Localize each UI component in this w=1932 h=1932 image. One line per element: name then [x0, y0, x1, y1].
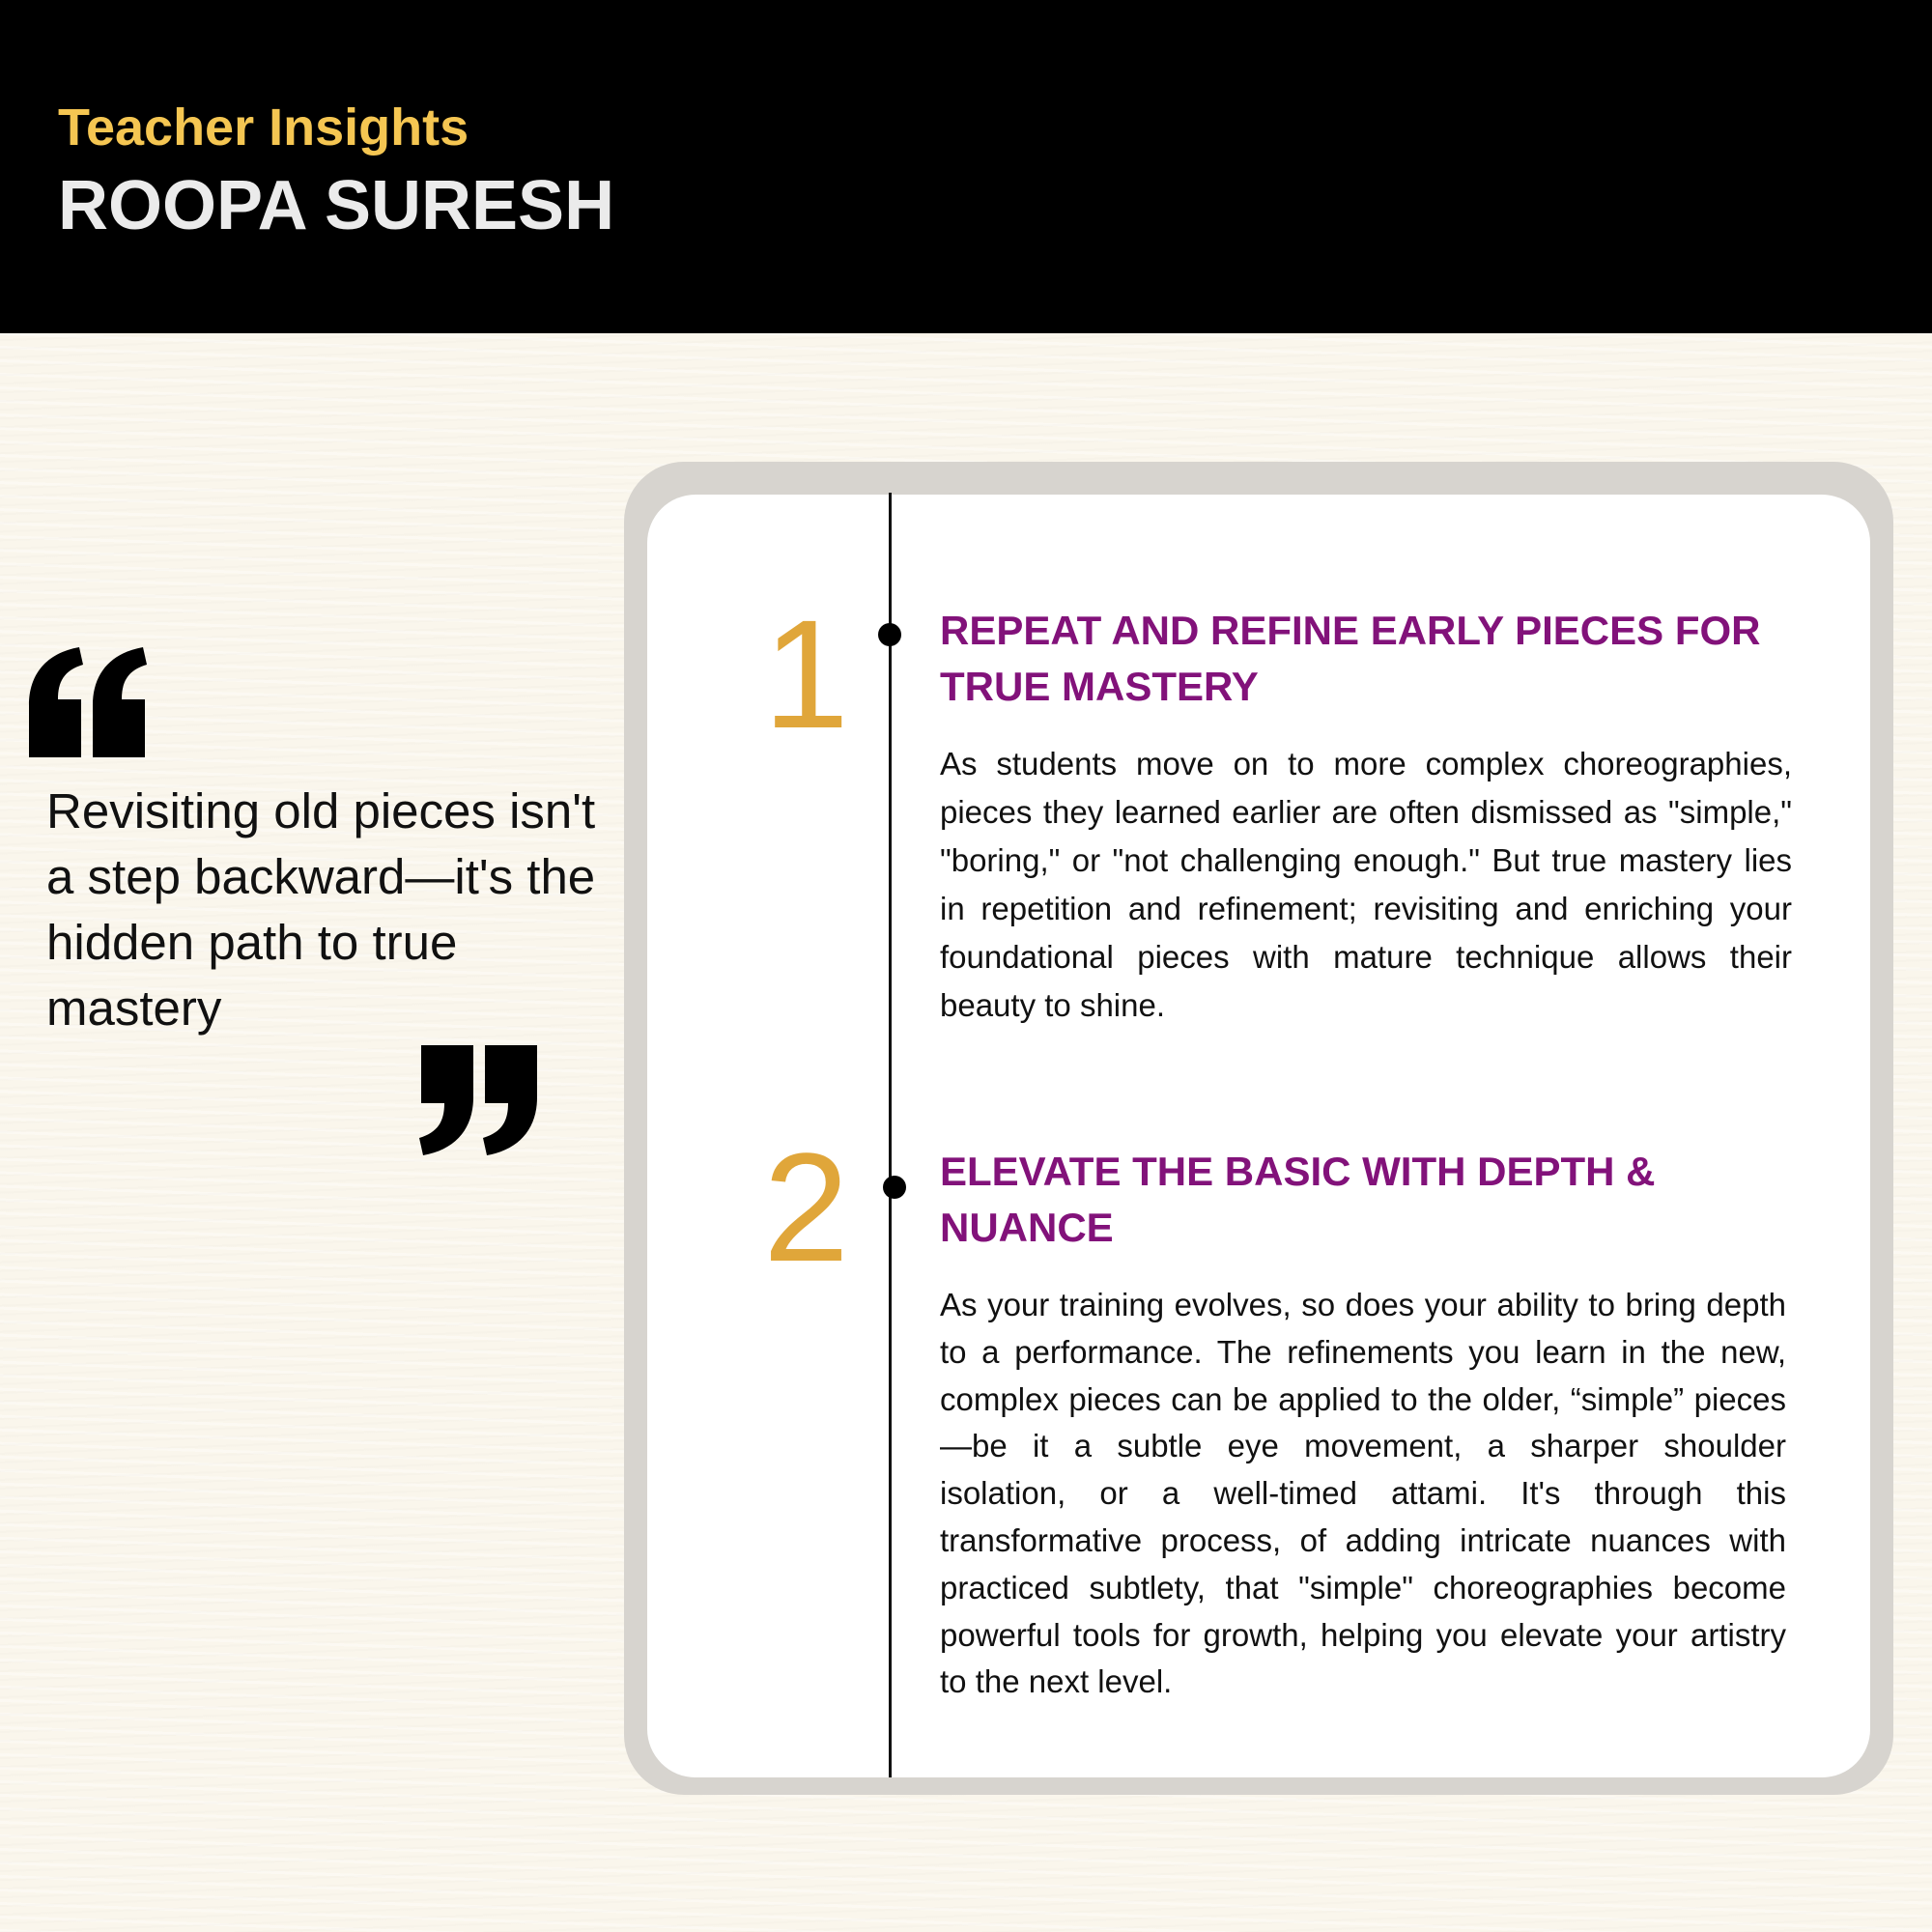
open-quote-icon	[25, 645, 151, 761]
teacher-name: ROOPA SURESH	[58, 167, 615, 244]
item-body: As your training evolves, so does your ability to bring depth to a performance. The refinements you learn in the new, complex pieces can be applied to the older, “simple” pieces —be it a subtle eye movement, a sharper shoulder isolation, or a well-timed attami. It's through this transformative process, of adding intricate nuances with practiced subtlety, that "simple" choreographies become powerful tools for growth, helping you elevate your artistry to the next level.	[940, 1287, 1786, 1700]
close-quote-icon	[415, 1043, 541, 1159]
pull-quote: Revisiting old pieces isn't a step backward—it's the hidden path to true mastery	[46, 783, 596, 1036]
timeline-dot	[878, 623, 901, 646]
item-number: 1	[763, 587, 849, 760]
item-heading: REPEAT AND REFINE EARLY PIECES FOR TRUE MASTERY	[940, 608, 1761, 709]
timeline-line	[889, 493, 892, 1777]
item-number: 2	[763, 1121, 849, 1293]
timeline-dot	[883, 1176, 906, 1199]
header-banner	[0, 0, 1932, 333]
header-subtitle: Teacher Insights	[58, 99, 469, 156]
item-body: As students move on to more complex choreographies, pieces they learned earlier are often dismissed as "simple," "boring," or "not challenging enough." But true mastery lies in repetition and refinement; revisiting and enriching your foundational pieces with mature technique allows their beauty to shine.	[940, 746, 1792, 1023]
item-heading: ELEVATE THE BASIC WITH DEPTH & NUANCE	[940, 1149, 1656, 1250]
